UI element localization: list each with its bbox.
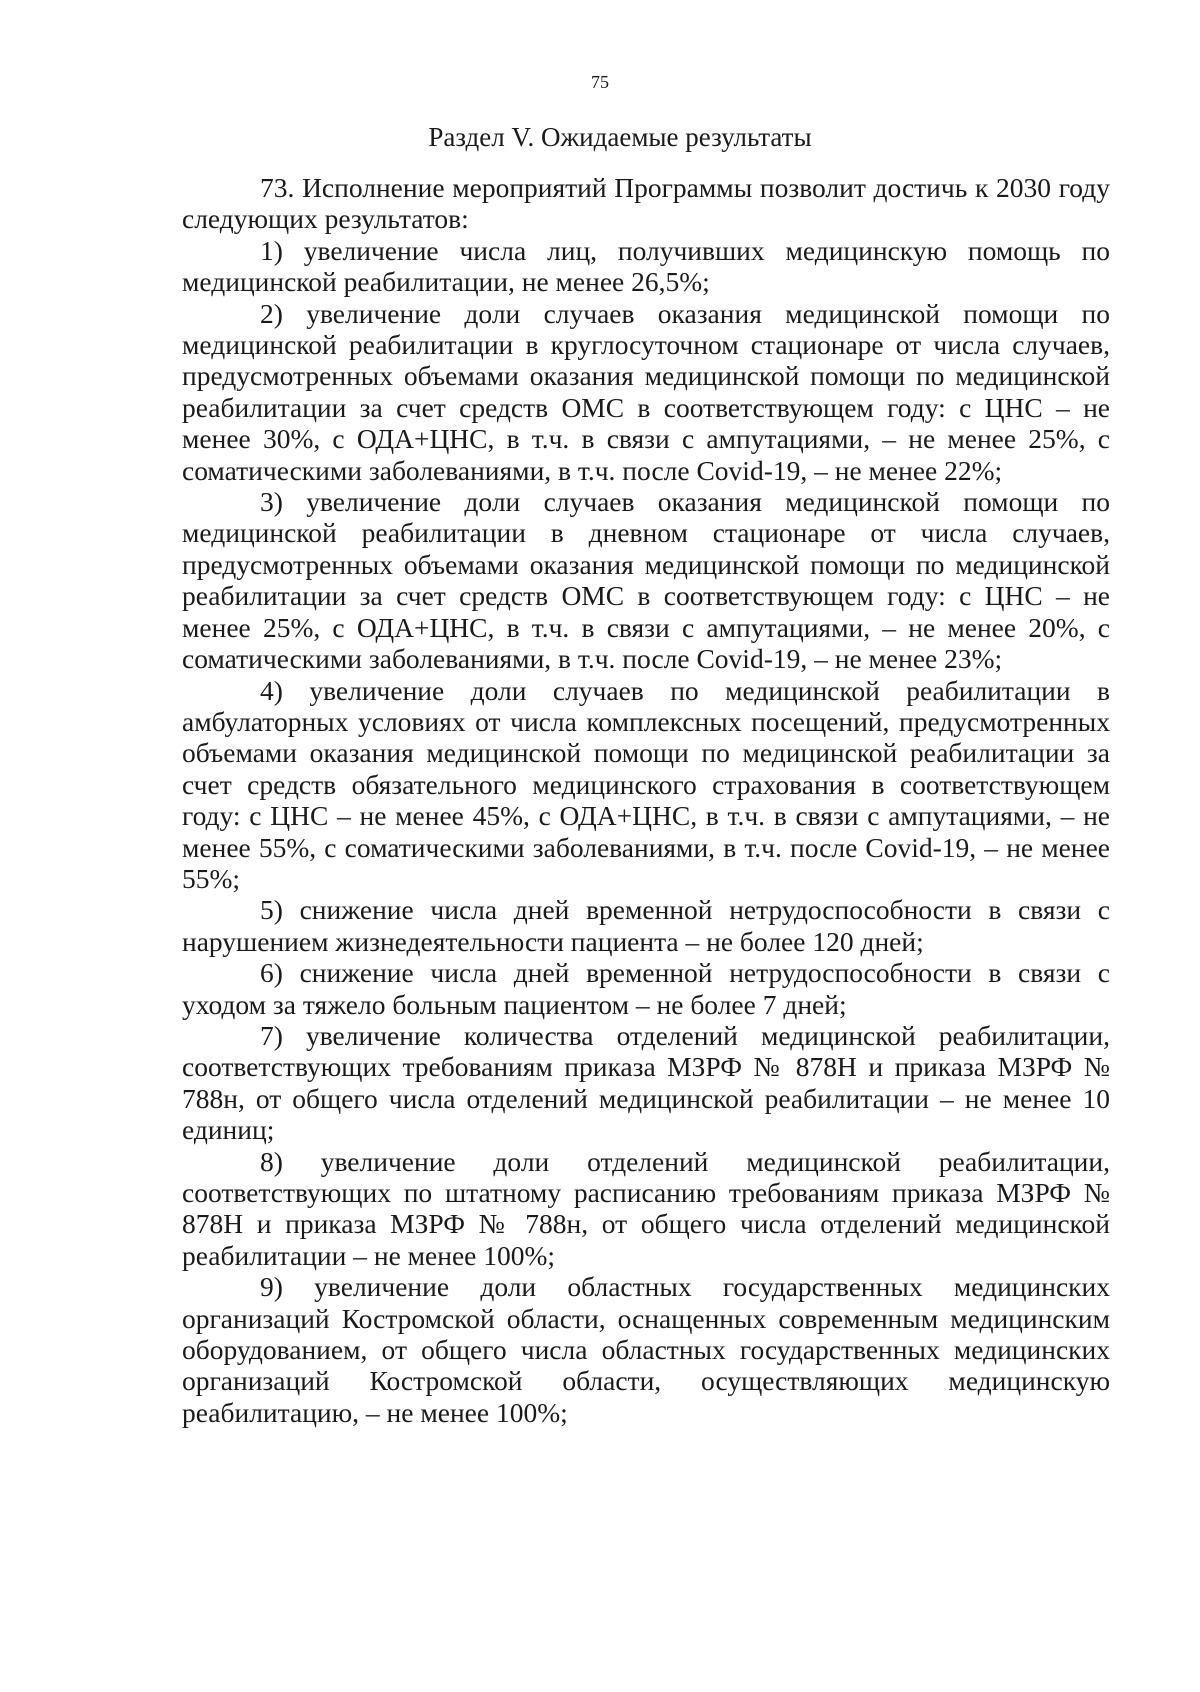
page-number: 75	[591, 72, 609, 92]
result-item-8: 8) увеличение доли отделений медицинской реабилитации, соответствующих по штатному расписанию требованиям приказа МЗРФ № 878Н и приказа МЗРФ № 788н, от общего числа отделений медицинской реабилитации – не менее 100%;	[182, 1145, 1110, 1271]
result-item-2: 2) увеличение доли случаев оказания медицинской помощи по медицинской реабилитации в круглосуточном стационаре от числа случаев, предусмотренных объемами оказания медицинской помощи по медицинской реабилитации за счет средств ОМС в соответствующем году: с ЦНС – не менее 30%, с ОДА+ЦНС, в т.ч. в связи с ампутациями, – не менее 25%, с соматическими заболеваниями, в т.ч. после Covid-19, – не менее 22%;	[182, 297, 1110, 486]
result-item-1: 1) увеличение числа лиц, получивших медицинскую помощь по медицинской реабилитации, не менее 26,5%;	[182, 234, 1110, 298]
result-item-7: 7) увеличение количества отделений медицинской реабилитации, соответствующих требованиям приказа МЗРФ № 878Н и приказа МЗРФ № 788н, от общего числа отделений медицинской реабилитации – не менее 10 единиц;	[182, 1019, 1110, 1146]
result-item-9: 9) увеличение доли областных государственных медицинских организаций Костромской области, оснащенных современным медицинским оборудованием, от общего числа областных государственных медицинских организаций Костромской области, осуществляющих медицинскую реабилитацию, – не менее 100%;	[182, 1271, 1110, 1428]
document-body	[182, 172, 1110, 1428]
result-item-4: 4) увеличение доли случаев по медицинской реабилитации в амбулаторных условиях от числа комплексных посещений, предусмотренных объемами оказания медицинской помощи по медицинской реабилитации за счет средств обязательного медицинского страхования в соответствующем году: с ЦНС – не менее 45%, с ОДА+ЦНС, в т.ч. в связи с ампутациями, – не менее 55%, с соматическими заболеваниями, в т.ч. после Covid-19, – не менее 55%;	[182, 674, 1110, 894]
result-item-3: 3) увеличение доли случаев оказания медицинской помощи по медицинской реабилитации в дневном стационаре от числа случаев, предусмотренных объемами оказания медицинской помощи по медицинской реабилитации за счет средств ОМС в соответствующем году: с ЦНС – не менее 25%, с ОДА+ЦНС, в т.ч. в связи с ампутациями, – не менее 20%, с соматическими заболеваниями, в т.ч. после Covid-19, – не менее 23%;	[182, 486, 1110, 675]
result-item-6: 6) снижение числа дней временной нетрудоспособности в связи с уходом за тяжело больным пациентом – не более 7 дней;	[182, 957, 1110, 1020]
section-title: Раздел V. Ожидаемые результаты	[428, 122, 812, 152]
result-item-5: 5) снижение числа дней временной нетрудоспособности в связи с нарушением жизнедеятельности пациента – не более 120 дней;	[182, 894, 1110, 957]
intro-paragraph: 73. Исполнение мероприятий Программы позволит достичь к 2030 году следующих результатов:	[182, 172, 1110, 235]
